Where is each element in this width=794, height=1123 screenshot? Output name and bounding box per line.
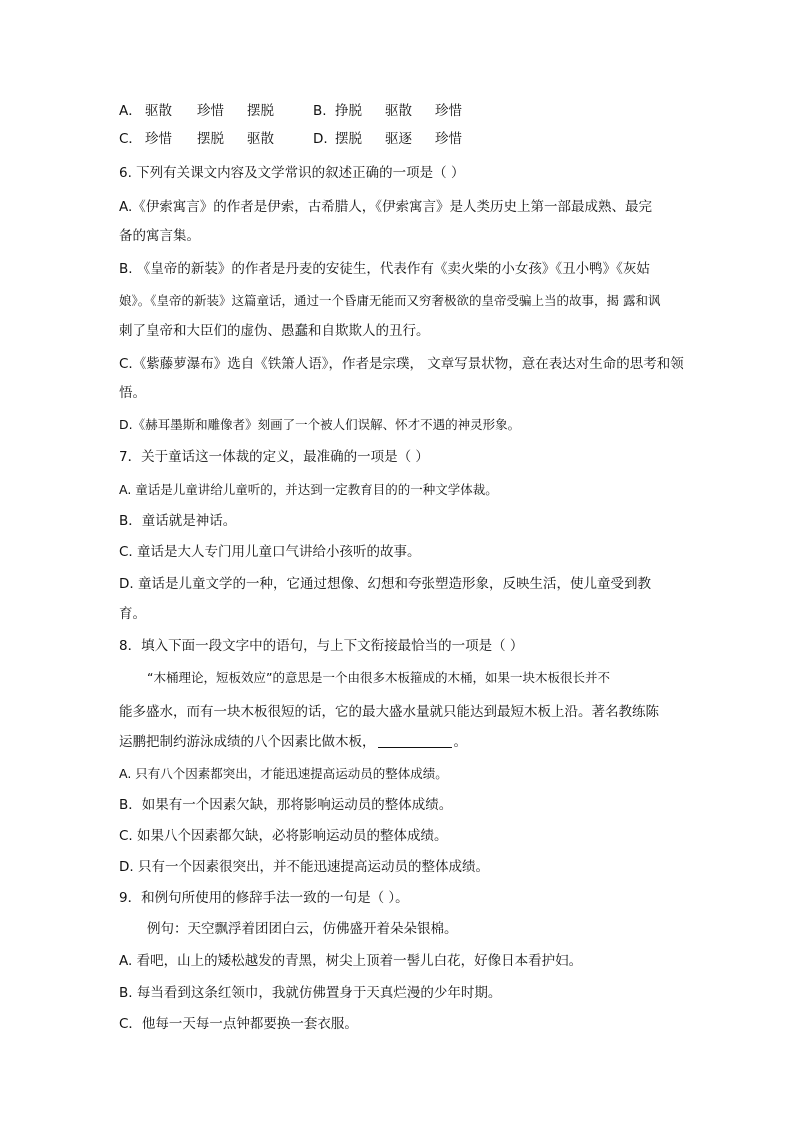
q6-option-c-line-2: 悟。 bbox=[119, 385, 146, 401]
q5-options-row-2 bbox=[119, 129, 462, 149]
q6-stem: 6. 下列有关课文内容及文学常识的叙述正确的一项是（ ） bbox=[119, 165, 465, 181]
q5-option-a-word-3: 摆脱 bbox=[247, 103, 274, 119]
q5-option-c-word-3: 驱散 bbox=[247, 131, 274, 147]
q8-option-a: A. 只有八个因素都突出，才能迅速提高运动员的整体成绩。 bbox=[119, 766, 448, 781]
q7-stem: 7．关于童话这一体裁的定义，最准确的一项是（ ） bbox=[119, 449, 429, 465]
q9-example: 例句：天空飘浮着团团白云，仿佛盛开着朵朵银棉。 bbox=[147, 921, 458, 937]
q6-option-a-line-1: A.《伊索寓言》的作者是伊索，古希腊人，《伊索寓言》是人类历史上第一部最成熟、最完 bbox=[119, 199, 653, 215]
q6-option-b-line-3: 刺了皇帝和大臣们的虚伪、愚蠢和自欺欺人的丑行。 bbox=[119, 323, 430, 339]
q8-option-b: B．如果有一个因素欠缺，那将影响运动员的整体成绩。 bbox=[119, 797, 453, 813]
q8-passage-line-3 bbox=[119, 732, 467, 752]
q8-stem: 8．填入下面一段文字中的语句，与上下文衔接最恰当的一项是（ ） bbox=[119, 638, 524, 654]
q6-option-d: D.《赫耳墨斯和雕像者》刻画了一个被人们误解、怀才不遇的神灵形象。 bbox=[119, 417, 521, 432]
q5-option-a-label: A． bbox=[119, 103, 142, 119]
q8-answer-blank[interactable] bbox=[378, 733, 452, 748]
q7-option-b: B．童话就是神话。 bbox=[119, 513, 237, 529]
q6-option-c-line-1: C.《紫藤萝瀑布》选自《铁箫人语》，作者是宗璞， 文章写景状物，意在表达对生命的思考和领 bbox=[119, 356, 684, 372]
q6-option-b-line-2: 娘》。《皇帝的新装》这篇童话，通过一个昏庸无能而又穷奢极欲的皇帝受骗上当的故事，揭 露和讽 bbox=[119, 293, 661, 308]
q9-stem: 9．和例句所使用的修辞手法一致的一句是（ ）。 bbox=[119, 890, 409, 906]
q8-option-d: D. 只有一个因素很突出，并不能迅速提高运动员的整体成绩。 bbox=[119, 859, 489, 875]
q5-option-d-label: D. bbox=[313, 131, 328, 147]
q8-passage-text: 运鹏把制约游泳成绩的八个因素比做木板， bbox=[119, 734, 376, 750]
q7-option-d-line-1: D. 童话是儿童文学的一种，它通过想像、幻想和夸张塑造形象，反映生活，使儿童受到教 bbox=[119, 576, 651, 592]
q5-option-d-word-1: 摆脱 bbox=[335, 131, 362, 147]
q9-option-b: B. 每当看到这条红领巾，我就仿佛置身于天真烂漫的少年时期。 bbox=[119, 985, 502, 1001]
q9-option-a: A. 看吧，山上的矮松越发的青黑，树尖上顶着一髻儿白花，好像日本看护妇。 bbox=[119, 953, 583, 969]
q8-passage-line-1: “木桶理论，短板效应”的意思是一个由很多木板箍成的木桶，如果一块木板很长并不 bbox=[147, 670, 610, 685]
q5-option-a-word-2: 珍惜 bbox=[197, 103, 224, 119]
q5-option-c-label: C． bbox=[119, 131, 142, 147]
q5-option-d-word-2: 驱逐 bbox=[385, 131, 412, 147]
q7-option-a: A. 童话是儿童讲给儿童听的，并达到一定教育目的的一种文学体裁。 bbox=[119, 482, 498, 497]
q6-option-b-line-1: B. 《皇帝的新装》的作者是丹麦的安徒生，代表作有《卖火柴的小女孩》《丑小鸭》《灰姑 bbox=[119, 261, 650, 277]
q5-options-row-1 bbox=[119, 101, 462, 121]
q5-option-b-label: B. bbox=[313, 103, 327, 119]
q7-option-c: C. 童话是大人专门用儿童口气讲给小孩听的故事。 bbox=[119, 544, 421, 560]
q8-option-c: C. 如果八个因素都欠缺，必将影响运动员的整体成绩。 bbox=[119, 828, 448, 844]
q5-option-c-word-2: 摆脱 bbox=[197, 131, 224, 147]
q9-option-c: C．他每一天每一点钟都要换一套衣服。 bbox=[119, 1016, 358, 1032]
q8-passage-end: 。 bbox=[453, 734, 467, 750]
q6-option-a-line-2: 备的寓言集。 bbox=[119, 228, 200, 244]
q5-option-c-word-1: 珍惜 bbox=[145, 131, 172, 147]
q7-option-d-line-2: 育。 bbox=[119, 606, 146, 622]
q5-option-b-word-3: 珍惜 bbox=[435, 103, 462, 119]
q5-option-b-word-2: 驱散 bbox=[385, 103, 412, 119]
q5-option-b-word-1: 挣脱 bbox=[335, 103, 362, 119]
q8-passage-line-2: 能多盛水，而有一块木板很短的话，它的最大盛水量就只能达到最短木板上沿。著名教练陈 bbox=[119, 704, 659, 720]
q5-option-d-word-3: 珍惜 bbox=[435, 131, 462, 147]
q5-option-a-word-1: 驱散 bbox=[145, 103, 172, 119]
